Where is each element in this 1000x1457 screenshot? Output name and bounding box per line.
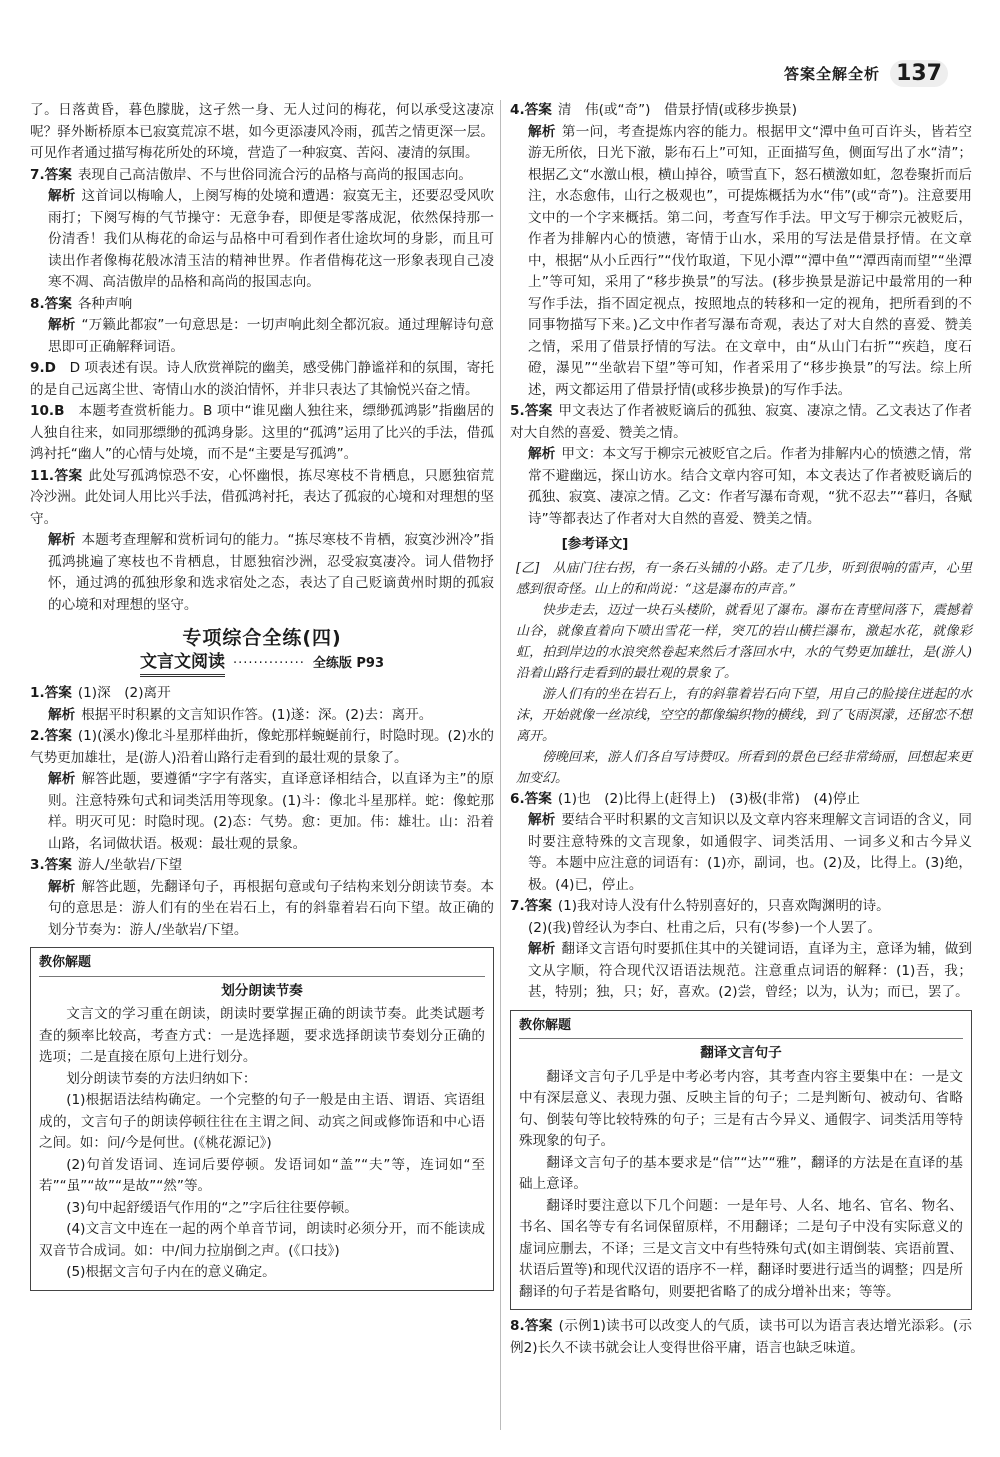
q-number: 4.: [510, 102, 525, 118]
analysis-text: 甲文：本文写于柳宗元被贬官之后。作者为排解内心的愤懑之情，常常不避幽远，探山访水。结合文章内容可知，本文表达了作者被贬谪后的孤独、寂寞、凄凉之情。乙文：作者写瀑布奇观，“犹不忍去”“暮归，各赋诗”等都表达了作者对大自然的喜爱、赞美之情。: [528, 446, 973, 527]
q10-answer: [30, 401, 494, 466]
tips-paragraph: (5)根据文言句子内在的意义确定。: [66, 1264, 276, 1280]
q-number: 8.: [30, 295, 45, 312]
q4-answer: [510, 100, 972, 122]
q8-answer: [30, 294, 494, 316]
q-number: 8.: [510, 1318, 525, 1334]
analysis-text: 这首词以梅喻人，上阕写梅的处境和遭遇：寂寞无主，还要忍受风吹雨打；下阕写梅的气节操守：无意争春，即便是零落成泥，依然保持那一份清香！我们从梅花的命运与品格中可看到作者仕途坎坷的身影，而且可读出作者像梅花般冰清玉洁的精神世界。作者借梅花这一形象表现自己凌寒不凋、高洁傲岸的品格和高尚的报国志向。: [48, 188, 495, 290]
section-title: 专项综合全练(四): [182, 627, 342, 649]
q7-analysis: [30, 186, 494, 294]
answer-text: (1)也 (2)比得上(赶得上) (3)极(非常) (4)停止: [557, 790, 860, 807]
q7-answer: [30, 165, 494, 187]
header-title: 答案全解全析: [784, 64, 881, 83]
analysis-tag: 解析: [48, 188, 76, 204]
analysis-text: 根据平时积累的文言知识作答。(1)遂：深。(2)去：离开。: [81, 706, 433, 723]
q-number: 11.: [30, 467, 55, 484]
answer-text: 清 伟(或“奇”) 借景抒情(或移步换景): [557, 102, 798, 118]
analysis-tag: 解析: [528, 812, 556, 828]
answer-text: (示例1)读书可以改变人的气质，读书可以为语言表达增光添彩。(示例2)长久不读书就会让人变得世俗平庸，语言也缺乏味道。: [510, 1318, 973, 1356]
analysis-text: 翻译文言语句时要抓住其中的关键词语，直译为主，意译为辅，做到文从字顺，符合现代汉语语法规范。注意重点词语的解释：(1)吾，我；甚，特别；独，只；好，喜欢。(2)尝，曾经；以为，认为；而已，罢了。: [528, 941, 973, 1000]
analysis-text: 本题考查理解和赏析词句的能力。“拣尽寒枝不肯栖，寂寞沙洲冷”指孤鸿挑遍了寒枝也不肯栖息，甘愿独宿沙洲，忍受寂寞凄冷。词人借物抒怀，通过鸿的孤独形象和选求宿处之态，表达了自己贬谪黄州时期的孤寂的心境和对理想的坚守。: [48, 532, 494, 613]
analysis-tag: 解析: [528, 446, 556, 462]
analysis-tag: 解析: [48, 706, 76, 723]
tips-box-title: 划分朗读节奏: [221, 982, 303, 999]
tips-paragraph: (3)句中起舒缓语气作用的“之”字后往往要停顿。: [66, 1199, 358, 1216]
q-number: 2.: [30, 728, 45, 744]
s1-answer: [30, 683, 494, 705]
analysis-tag: 解析: [48, 317, 76, 333]
translation-paragraph: [乙] 从庙门往右拐，有一条石头铺的小路。走了几步，听到很响的雷声，心里感到很奇怪。山上的和尚说：“这是瀑布的声音。”: [516, 560, 972, 597]
q6-analysis: [510, 810, 972, 896]
answer-text: 各种声响: [77, 295, 133, 312]
answer-tag: 答案: [44, 857, 72, 873]
tips-box-head: 教你解题: [519, 1015, 963, 1040]
tips-paragraph: 翻译时要注意以下几个问题：一是年号、人名、地名、官名、物名、书名、国名等专有名词保留原样，不用翻译；二是句子中没有实际意义的虚词应删去，不译；三是文言文中有些特殊句式(如主谓倒装、宾语前置、状语后置等)和现代汉语的语序不一样，翻译时要进行适当的调整；四是所翻译的句子若是省略句，则要把省略了的成分增补出来；等等。: [519, 1197, 963, 1300]
tips-box-head: 教你解题: [39, 952, 485, 977]
analysis-text: 解答此题，要遵循“字字有落实，直译意译相结合，以直译为主”的原则。注意特殊句式和词类活用等现象。(1)斗：像北斗星那样。蛇：像蛇那样。明灭可见：时隐时现。(2)态：气势。愈：更加。伟：雄壮。山：沿着山路，名词做状语。极观：最壮观的景象。: [48, 771, 494, 852]
s2-answer: [30, 726, 494, 769]
page-reference: 全练版 P93: [312, 655, 384, 671]
tips-box-title: 翻译文言句子: [700, 1045, 782, 1061]
answer-tag: 答案: [524, 1318, 553, 1334]
q8-analysis: [30, 315, 494, 358]
s1-analysis: [30, 705, 494, 727]
answer-text: (1)我对诗人没有什么特别喜好的，只喜欢陶渊明的诗。: [557, 898, 890, 914]
analysis-text: 要结合平时积累的文言知识以及文章内容来理解文言词语的含义，同时要注意特殊的文言现象，如通假字、词类活用、一词多义和古今异义等。本题中应注意的词语有：(1)亦，副词，也。(2)及，比得上。(3)绝，极。(4)已，停止。: [528, 812, 973, 893]
answer-text: 表现自己高洁傲岸、不与世俗同流合污的品格与高尚的报国志向。: [77, 166, 473, 183]
answer-tag: 答案: [524, 790, 552, 807]
q-number: 3.: [30, 857, 45, 873]
answer-text: 本题考查赏析能力。B 项中“谁见幽人独往来，缥缈孤鸿影”指幽居的人独自往来，如同那缥缈的孤鸿身影。这里的“孤鸿”运用了比兴的手法，借孤鸿衬托“幽人”的心情与处境，而不是“主要是写孤鸿”。: [30, 403, 495, 462]
tips-paragraph: (1)根据语法结构确定。一个完整的句子一般是由主语、谓语、宾语组成的，文言句子的朗读停顿往往在主谓之间、动宾之间或修饰语和中心语之间。如：问/今是何世。(《桃花源记》): [39, 1092, 485, 1151]
answer-tag: 答案: [44, 728, 72, 744]
tips-paragraph: 翻译文言句子的基本要求是“信”“达”“雅”，翻译的方法是在直译的基础上意译。: [519, 1154, 963, 1192]
answer-text: 甲文表达了作者被贬谪后的孤独、寂寞、凄凉之情。乙文表达了作者对大自然的喜爱、赞美之情。: [510, 403, 973, 441]
answer-tag: 答案: [54, 467, 83, 484]
q4-analysis: [510, 122, 972, 402]
answer-tag: 答案: [524, 898, 552, 914]
q11-analysis: [30, 530, 494, 616]
answer-tag: 答案: [44, 685, 72, 701]
analysis-tag: 解析: [528, 941, 556, 957]
intro-paragraph: 了。日落黄昏，暮色朦胧，这孑然一身、无人过问的梅花，何以承受这凄凉呢？驿外断桥原本已寂寞荒凉不堪，如今更添凄风冷雨，孤苦之情更深一层。可见作者通过描写梅花所处的环境，营造了一种寂寞、苦闷、凄清的氛围。: [30, 102, 494, 161]
q-number: 10.B: [30, 403, 65, 419]
q-number: 7.: [510, 898, 525, 914]
answer-text: D 项表述有误。诗人欣赏禅院的幽美，感受佛门静谧祥和的氛围，寄托的是自己远离尘世、寄情山水的淡泊情怀，并非只表达了其愉悦兴奋之情。: [30, 360, 494, 398]
q11-answer: [30, 466, 494, 531]
q8r-answer: [510, 1316, 972, 1359]
q-number: 6.: [510, 790, 525, 807]
q6-answer: [510, 789, 972, 811]
left-column: [30, 100, 494, 1297]
right-column: [510, 100, 972, 1359]
answer-text: 此处写孤鸿惊恐不安，心怀幽恨，拣尽寒枝不肯栖息，只愿独宿荒冷沙洲。此处词人用比兴手法，借孤鸿衬托，表达了孤寂的心境和对理想的坚守。: [30, 467, 495, 527]
q7r-answer-2: (2)(我)曾经认为李白、杜甫之后，只有(岑参)一个人罢了。: [528, 919, 882, 936]
tips-box-reading-rhythm: [30, 947, 494, 1291]
q-number: 1.: [30, 685, 45, 701]
reference-translation-title: [参考译文]: [561, 536, 629, 552]
analysis-tag: 解析: [48, 532, 76, 548]
q9-answer: [30, 358, 494, 401]
analysis-text: 解答此题，先翻译句子，再根据句意或句子结构来划分朗读节奏。本句的意思是：游人们有的坐在岩石上，有的斜靠着岩石向下望。故正确的划分节奏为：游人/坐欹岩/下望。: [48, 878, 495, 938]
analysis-text: “万籁此都寂”一句意思是：一切声响此刻全都沉寂。通过理解诗句意思即可正确解释词语。: [48, 317, 494, 355]
reference-translation: [510, 558, 972, 789]
q-number: 9.D: [30, 360, 56, 376]
tips-paragraph: 文言文的学习重在朗读，朗读时要掌握正确的朗读节奏。此类试题考查的频率比较高，考查方式：一是选择题，要求选择朗读节奏划分正确的选项；二是直接在原句上进行划分。: [39, 1006, 485, 1065]
tips-paragraph: (4)文言文中连在一起的两个单音节词，朗读时必须分开，而不能读成双音节合成词。如：中/间力拉崩倒之声。(《口技》): [39, 1221, 485, 1259]
translation-paragraph: 快步走去，迈过一块石头楼阶，就看见了瀑布。瀑布在青壁间落下，震撼着山谷，就像直着向下喷出雪花一样，突兀的岩山横拦瀑布，激起水花，就像彩虹，拍到岸边的水浪突然卷起来然后才落回水中，水的气势更加雄壮，是(游人)沿着山路行走看到的最壮观的景象了。: [516, 602, 972, 681]
answer-tag: 答案: [44, 295, 72, 312]
answer-tag: 答案: [524, 102, 552, 118]
s3-answer: [30, 855, 494, 877]
q5-analysis: [510, 444, 972, 530]
tips-paragraph: (2)句首发语词、连词后要停顿。发语词如“盖”“夫”等，连词如“至若”“虽”“故”“是故”“然”等。: [39, 1156, 485, 1194]
answer-text: (1)(溪水)像北斗星那样曲折，像蛇那样蜿蜒前行，时隐时现。(2)水的气势更加雄壮，是(游人)沿着山路行走看到的最壮观的景象了。: [30, 728, 495, 766]
analysis-tag: 解析: [48, 878, 76, 895]
s3-analysis: [30, 877, 494, 942]
q-number: 7.: [30, 166, 45, 183]
analysis-tag: 解析: [48, 771, 76, 787]
answer-text: (1)深 (2)离开: [77, 685, 171, 701]
q-number: 5.: [510, 403, 525, 419]
subsection-title: 文言文阅读: [140, 652, 225, 678]
analysis-text: 第一问，考查提炼内容的能力。根据甲文“潭中鱼可百许头，皆若空游无所依，日光下澈，影布石上”可知，正面描写鱼，侧面写出了水“清”；根据乙文“水激山根，横山掉谷，喷雪直下，怒石横激如虹，忽卷聚折而后注，水态愈伟，山行之极观也”，可提炼概括为水“伟”(或“奇”)。注意要用文中的一个字来概括。第二问，考查写作手法。甲文写于柳宗元被贬后，作者为排解内心的愤懑，寄情于山水，采用的写法是借景抒情。在文章中，根据“从小丘西行”“伐竹取道，下见小潭”“潭中鱼”“潭西南而望”“坐潭上”等可知，采用了“移步换景”的写法。(移步换景是游记中最常用的一种写作手法，指不固定视点，按照地点的转移和一定的视角，把所看到的不同事物描写下来。)乙文中作者写瀑布奇观，表达了对大自然的喜爱、赞美之情，采用了借景抒情的写法。在文章中，由“从山门右折”“疾趋，度石磴，瀑见”“坐欹岩下望”等可知，作者采用了“移步换景”的写法。综上所述，两文都运用了借景抒情(或移步换景)的写作手法。: [528, 123, 973, 398]
tips-paragraph: 翻译文言句子几乎是中考必考内容，其考查内容主要集中在：一是文中有深层意义、表现力强、反映主旨的句子；二是判断句、被动句、省略句、倒装句等比较特殊的句子；三是有古今异义、通假字、词类活用等特殊现象的句子。: [519, 1068, 963, 1149]
analysis-tag: 解析: [528, 123, 556, 140]
q5-answer: [510, 401, 972, 444]
subsection-row: [30, 652, 494, 678]
tips-box-translation: [510, 1010, 972, 1311]
answer-tag: 答案: [44, 166, 72, 183]
translation-paragraph: 傍晚回来，游人们各自写诗赞叹。所看到的景色已经非常绮丽，回想起来更加变幻。: [516, 749, 972, 786]
column-divider: [500, 100, 501, 1430]
answer-tag: 答案: [524, 403, 553, 419]
s2-analysis: [30, 769, 494, 855]
page-header: [784, 58, 948, 88]
tips-paragraph: 划分朗读节奏的方法归纳如下：: [66, 1070, 257, 1087]
page-number: 137: [890, 60, 948, 87]
translation-paragraph: 游人们有的坐在岩石上，有的斜靠着岩石向下望，用自己的脸接住迸起的水沫，开始就像一丝凉线，空空的都像编织物的横线，到了飞雨溟濛，还留恋不想离开。: [516, 686, 972, 744]
q7r-analysis: [510, 939, 972, 1004]
answer-text: 游人/坐欹岩/下望: [77, 857, 183, 873]
q7r-answer: [510, 896, 972, 918]
leader-dots: ··············: [232, 655, 305, 671]
